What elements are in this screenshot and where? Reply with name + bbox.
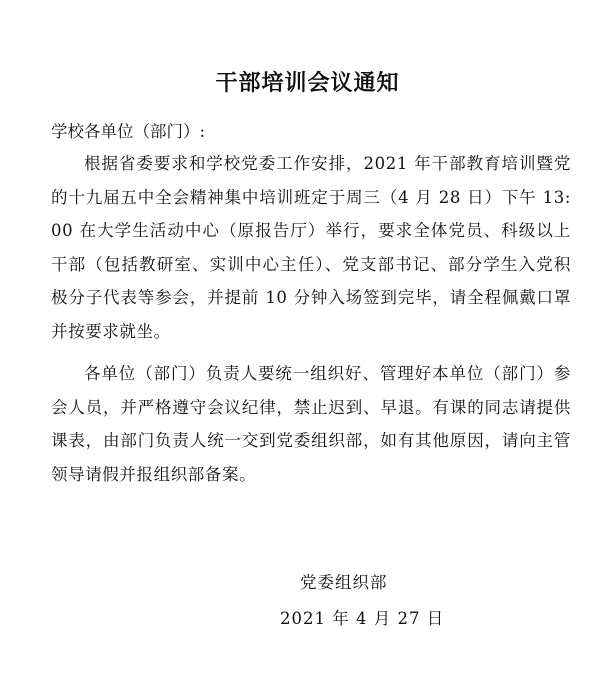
notice-paragraph-1: 根据省委要求和学校党委工作安排，2021 年干部教育培训暨党的十九届五中全会精神集中培训班定于周三（4 月 28 日）下午 13: 00 在大学生活动中心（原报告厅）举行，要求全体党员、科级以上干部（包括教研室、实训中心主任）、党支部书记、部分学生入党积极分子代表等参会，并提前 10 分钟入场签到完毕，请全程佩戴口罩并按要求就坐。 [51, 154, 571, 341]
signature-date: 2021 年 4 月 27 日 [280, 609, 445, 628]
signature-organization: 党委组织部 [300, 573, 388, 592]
notice-title: 干部培训会议通知 [215, 70, 400, 96]
notice-salutation: 学校各单位（部门）: [51, 122, 206, 141]
notice-paragraph-2: 各单位（部门）负责人要统一组织好、管理好本单位（部门）参会人员，并严格遵守会议纪律，禁止迟到、早退。有课的同志请提供课表，由部门负责人统一交到党委组织部，如有其他原因，请向主管领导请假并报组织部备案。 [51, 364, 571, 484]
